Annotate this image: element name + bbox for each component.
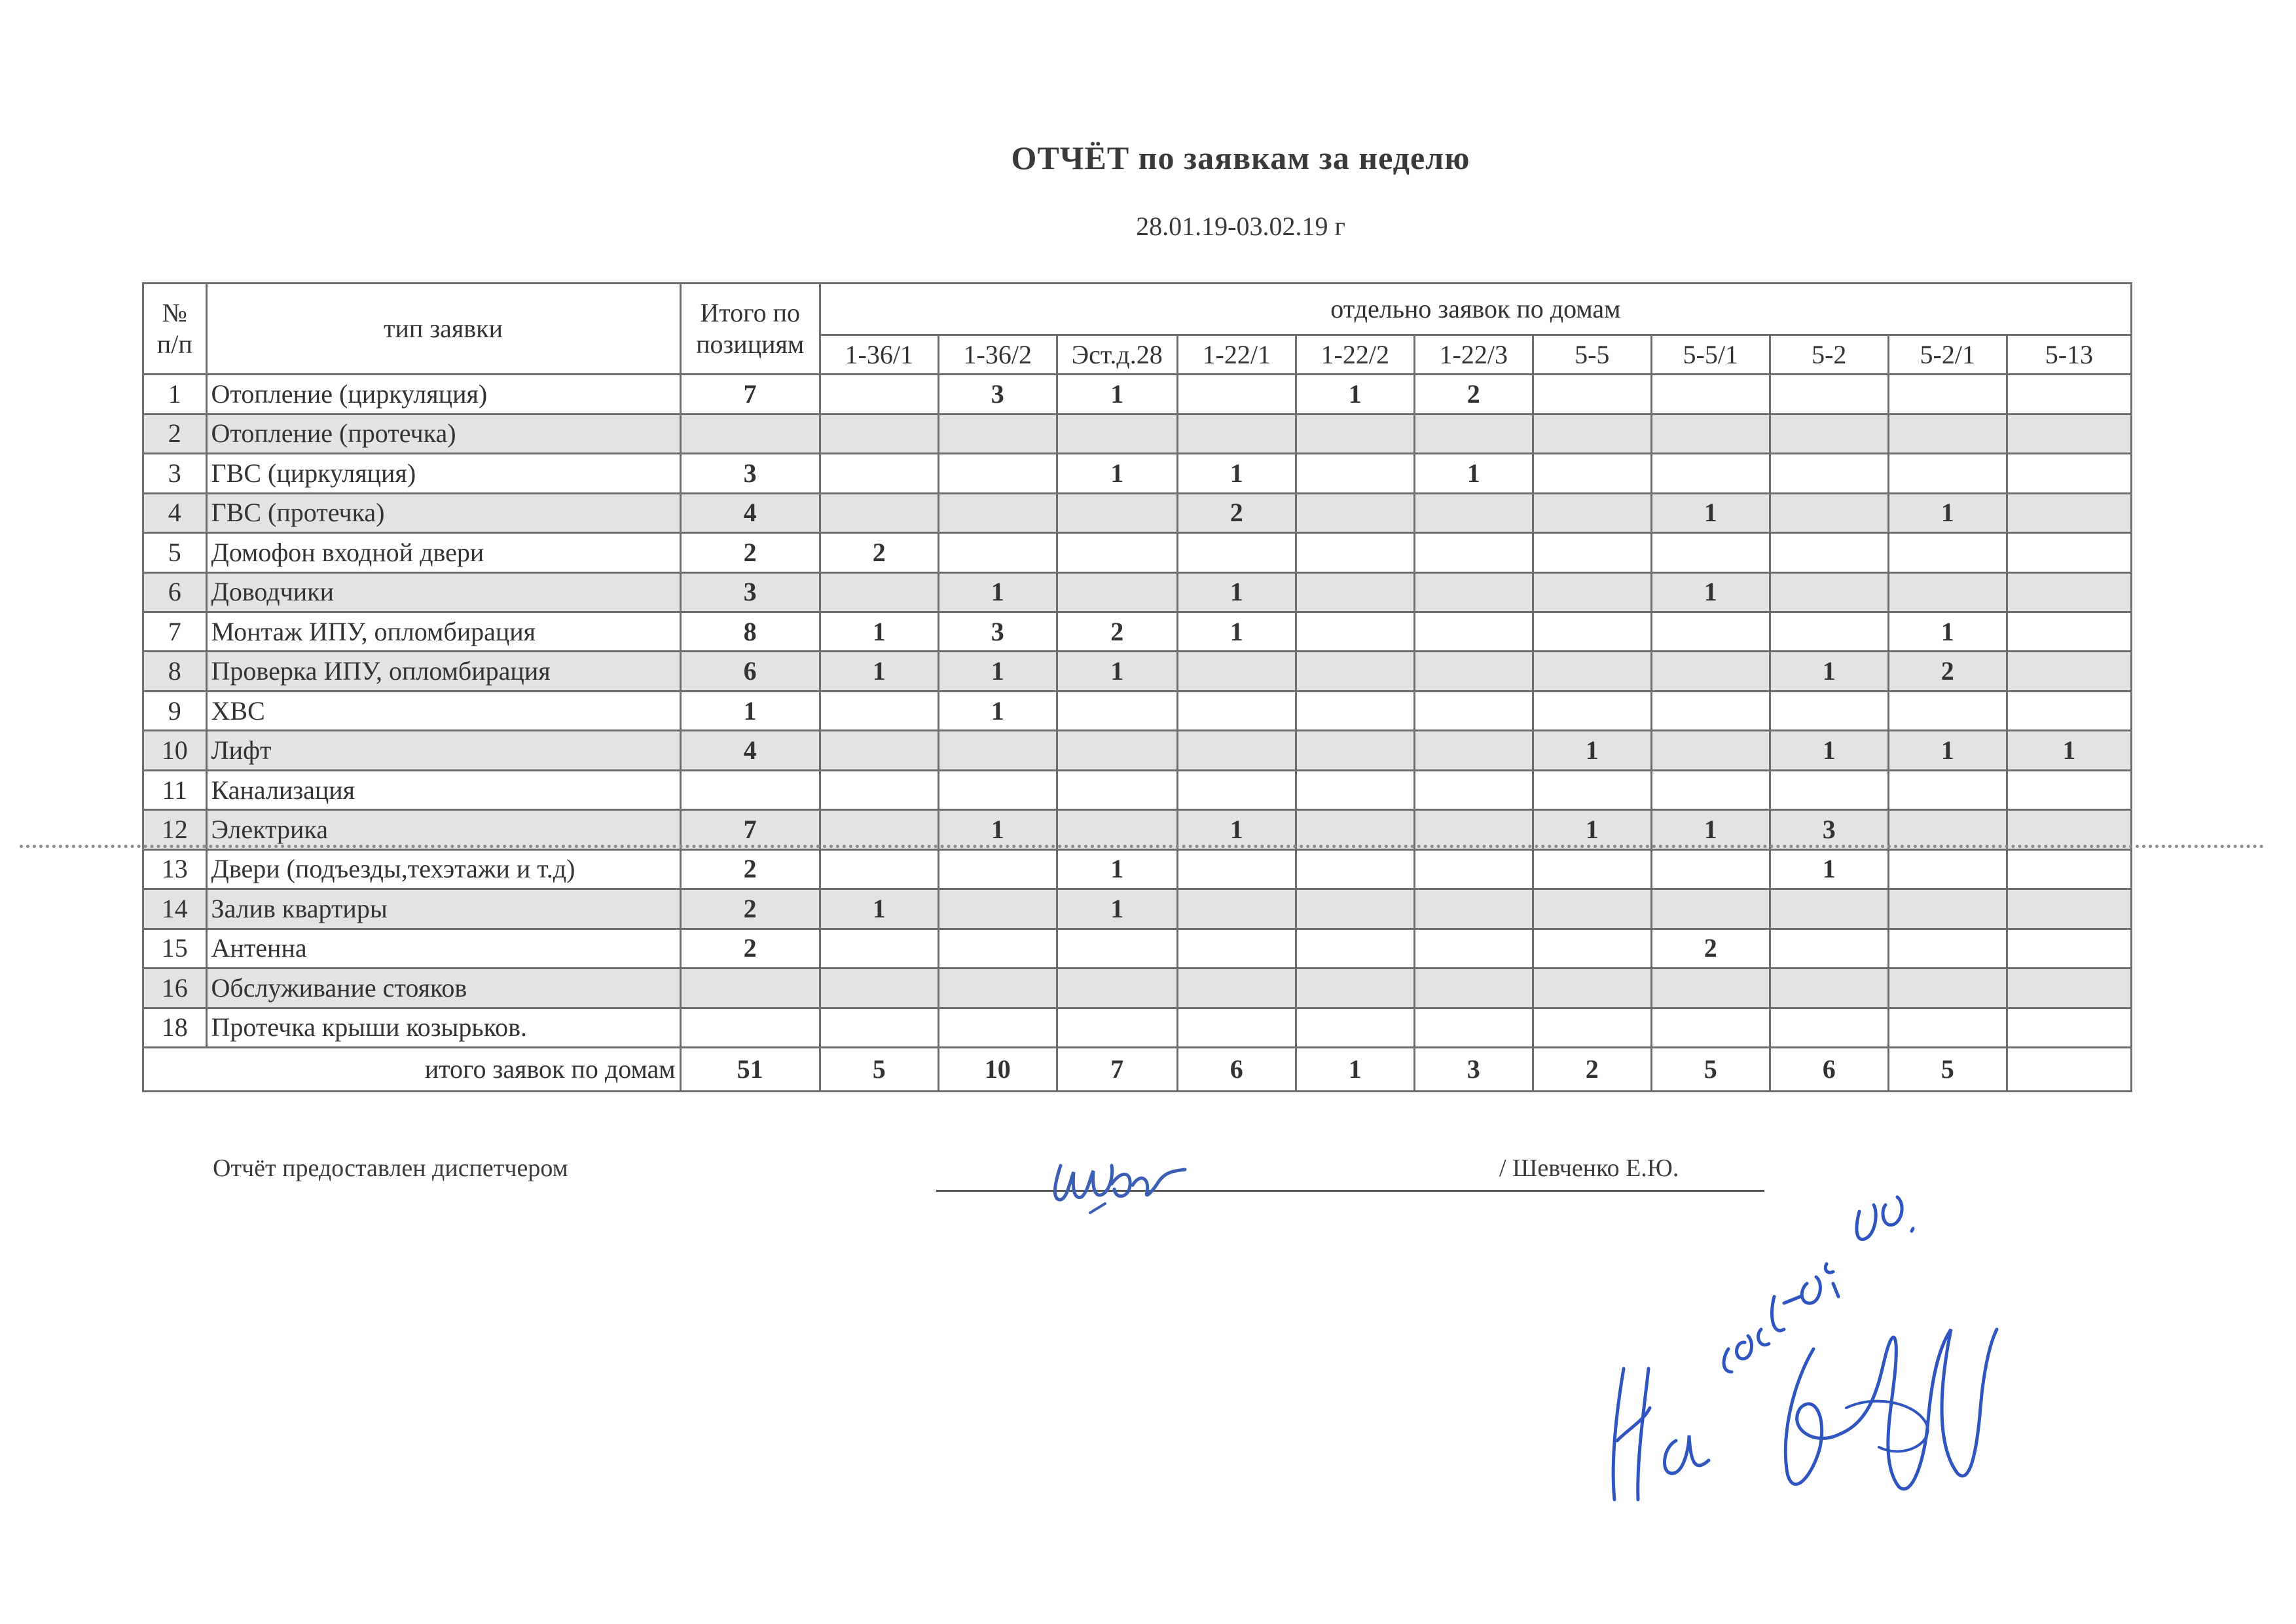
house-count-cell: 1 bbox=[1888, 612, 2007, 651]
header-num-top: № bbox=[162, 298, 187, 328]
house-count-cell bbox=[1296, 414, 1414, 453]
house-header-cell: 5-2 bbox=[1770, 335, 1888, 374]
house-count-cell: 1 bbox=[1057, 375, 1177, 414]
row-total: 7 bbox=[680, 375, 820, 414]
house-count-cell bbox=[1414, 969, 1533, 1008]
house-count-cell: 3 bbox=[1770, 810, 1888, 849]
house-count-cell bbox=[1533, 454, 1651, 493]
house-count-cell bbox=[1296, 533, 1414, 572]
request-type: Домофон входной двери bbox=[206, 533, 680, 572]
dispatcher-signature bbox=[1034, 1126, 1205, 1225]
house-count-cell bbox=[2007, 612, 2131, 651]
table-row bbox=[143, 652, 2132, 691]
row-number: 8 bbox=[143, 652, 207, 691]
house-count-cell bbox=[1533, 1008, 1651, 1047]
house-count-cell bbox=[1888, 691, 2007, 730]
house-count-cell bbox=[820, 770, 938, 809]
house-count-cell bbox=[820, 375, 938, 414]
house-count-cell bbox=[1057, 731, 1177, 770]
house-count-cell bbox=[1770, 889, 1888, 929]
house-total-cell: 10 bbox=[938, 1047, 1057, 1091]
house-count-cell: 2 bbox=[820, 533, 938, 572]
house-count-cell bbox=[1533, 691, 1651, 730]
row-number: 11 bbox=[143, 770, 207, 809]
house-count-cell bbox=[1296, 810, 1414, 849]
table-row bbox=[143, 454, 2132, 493]
row-number: 2 bbox=[143, 414, 207, 453]
house-count-cell bbox=[1770, 572, 1888, 612]
house-count-cell bbox=[1414, 849, 1533, 889]
house-count-cell: 2 bbox=[1057, 612, 1177, 651]
house-count-cell bbox=[1770, 454, 1888, 493]
house-count-cell: 1 bbox=[1057, 652, 1177, 691]
house-count-cell: 1 bbox=[820, 612, 938, 651]
house-count-cell bbox=[1177, 533, 1296, 572]
row-total: 2 bbox=[680, 889, 820, 929]
house-count-cell bbox=[1770, 1008, 1888, 1047]
request-type: ХВС bbox=[206, 691, 680, 730]
house-count-cell bbox=[938, 849, 1057, 889]
house-count-cell bbox=[1651, 969, 1770, 1008]
request-type: Отопление (циркуляция) bbox=[206, 375, 680, 414]
row-total: 2 bbox=[680, 533, 820, 572]
row-total: 4 bbox=[680, 731, 820, 770]
house-count-cell bbox=[1888, 414, 2007, 453]
house-total-cell: 6 bbox=[1770, 1047, 1888, 1091]
table-row bbox=[143, 929, 2132, 968]
request-type: Доводчики bbox=[206, 572, 680, 612]
table-row bbox=[143, 414, 2132, 453]
house-count-cell: 1 bbox=[1177, 810, 1296, 849]
house-count-cell bbox=[1770, 929, 1888, 968]
house-count-cell: 1 bbox=[1651, 572, 1770, 612]
house-count-cell bbox=[1770, 691, 1888, 730]
house-count-cell bbox=[1770, 375, 1888, 414]
house-count-cell bbox=[1651, 612, 1770, 651]
request-type: Монтаж ИПУ, опломбирация bbox=[206, 612, 680, 651]
row-total: 3 bbox=[680, 454, 820, 493]
house-header-cell: 1-36/1 bbox=[820, 335, 938, 374]
house-count-cell bbox=[1770, 533, 1888, 572]
table-row bbox=[143, 969, 2132, 1008]
house-count-cell: 1 bbox=[1651, 810, 1770, 849]
house-count-cell bbox=[1651, 770, 1770, 809]
header-total-bottom: позициям bbox=[696, 329, 805, 360]
house-count-cell bbox=[1651, 889, 1770, 929]
row-total: 3 bbox=[680, 572, 820, 612]
house-total-cell: 2 bbox=[1533, 1047, 1651, 1091]
house-count-cell: 1 bbox=[1177, 612, 1296, 651]
house-count-cell bbox=[2007, 929, 2131, 968]
house-count-cell bbox=[1057, 810, 1177, 849]
request-type: Лифт bbox=[206, 731, 680, 770]
requests-table bbox=[142, 282, 2132, 1092]
house-count-cell: 1 bbox=[1770, 652, 1888, 691]
house-total-cell: 6 bbox=[1177, 1047, 1296, 1091]
house-count-cell bbox=[1888, 572, 2007, 612]
house-count-cell bbox=[1414, 929, 1533, 968]
row-number: 16 bbox=[143, 969, 207, 1008]
header-num-bottom: п/п bbox=[156, 329, 192, 360]
house-count-cell: 1 bbox=[1177, 454, 1296, 493]
grand-total: 51 bbox=[680, 1047, 820, 1091]
row-number: 7 bbox=[143, 612, 207, 651]
house-count-cell bbox=[2007, 810, 2131, 849]
row-total: 8 bbox=[680, 612, 820, 651]
house-count-cell: 1 bbox=[1770, 849, 1888, 889]
header-num bbox=[143, 284, 207, 375]
house-count-cell bbox=[1533, 889, 1651, 929]
house-count-cell bbox=[938, 929, 1057, 968]
house-count-cell bbox=[1414, 612, 1533, 651]
header-total-top: Итого по bbox=[700, 298, 800, 328]
house-count-cell bbox=[1888, 770, 2007, 809]
house-count-cell bbox=[1533, 652, 1651, 691]
house-count-cell bbox=[820, 493, 938, 532]
house-count-cell bbox=[1296, 612, 1414, 651]
house-count-cell bbox=[820, 969, 938, 1008]
house-count-cell bbox=[1057, 1008, 1177, 1047]
house-count-cell: 2 bbox=[1177, 493, 1296, 532]
totals-row bbox=[143, 1047, 2132, 1091]
house-count-cell bbox=[1770, 612, 1888, 651]
house-count-cell bbox=[820, 810, 938, 849]
house-count-cell bbox=[2007, 414, 2131, 453]
house-count-cell bbox=[820, 1008, 938, 1047]
house-count-cell bbox=[1177, 889, 1296, 929]
house-count-cell bbox=[1533, 533, 1651, 572]
request-type: Залив квартиры bbox=[206, 889, 680, 929]
table-row bbox=[143, 493, 2132, 532]
house-count-cell bbox=[1888, 1008, 2007, 1047]
house-count-cell bbox=[1296, 969, 1414, 1008]
report-period: 28.01.19-03.02.19 г bbox=[1136, 212, 1345, 241]
row-number: 3 bbox=[143, 454, 207, 493]
house-count-cell bbox=[1296, 493, 1414, 532]
house-count-cell bbox=[1888, 849, 2007, 889]
header-houses-group: отдельно заявок по домам bbox=[820, 284, 2131, 335]
house-total-cell: 5 bbox=[1651, 1047, 1770, 1091]
house-count-cell: 1 bbox=[938, 691, 1057, 730]
house-count-cell bbox=[1651, 849, 1770, 889]
table-row bbox=[143, 889, 2132, 929]
house-count-cell: 1 bbox=[1651, 493, 1770, 532]
house-count-cell bbox=[1177, 691, 1296, 730]
house-count-cell bbox=[938, 731, 1057, 770]
house-count-cell bbox=[938, 414, 1057, 453]
house-count-cell bbox=[1651, 652, 1770, 691]
request-type: Обслуживание стояков bbox=[206, 969, 680, 1008]
house-count-cell bbox=[1888, 533, 2007, 572]
house-count-cell bbox=[1533, 770, 1651, 809]
house-count-cell bbox=[1296, 1008, 1414, 1047]
house-count-cell bbox=[1414, 652, 1533, 691]
house-count-cell bbox=[2007, 849, 2131, 889]
request-type: Антенна bbox=[206, 929, 680, 968]
house-total-cell bbox=[2007, 1047, 2131, 1091]
table-row bbox=[143, 770, 2132, 809]
house-count-cell bbox=[938, 533, 1057, 572]
house-count-cell bbox=[1414, 572, 1533, 612]
house-count-cell bbox=[1057, 770, 1177, 809]
row-number: 14 bbox=[143, 889, 207, 929]
house-count-cell bbox=[1177, 652, 1296, 691]
row-number: 5 bbox=[143, 533, 207, 572]
house-total-cell: 7 bbox=[1057, 1047, 1177, 1091]
house-count-cell bbox=[1651, 731, 1770, 770]
house-count-cell bbox=[1533, 612, 1651, 651]
house-count-cell bbox=[1888, 969, 2007, 1008]
house-count-cell bbox=[1533, 493, 1651, 532]
row-number: 15 bbox=[143, 929, 207, 968]
house-count-cell bbox=[820, 849, 938, 889]
row-number: 6 bbox=[143, 572, 207, 612]
house-count-cell bbox=[1414, 414, 1533, 453]
house-count-cell bbox=[2007, 533, 2131, 572]
house-count-cell bbox=[1057, 414, 1177, 453]
house-count-cell bbox=[1414, 493, 1533, 532]
house-count-cell bbox=[1414, 533, 1533, 572]
house-count-cell bbox=[938, 454, 1057, 493]
house-count-cell bbox=[1057, 572, 1177, 612]
house-total-cell: 3 bbox=[1414, 1047, 1533, 1091]
house-count-cell bbox=[1770, 493, 1888, 532]
house-count-cell bbox=[2007, 691, 2131, 730]
house-header-cell: 1-22/3 bbox=[1414, 335, 1533, 374]
house-count-cell bbox=[1177, 375, 1296, 414]
table-row bbox=[143, 810, 2132, 849]
house-count-cell: 1 bbox=[1770, 731, 1888, 770]
row-total bbox=[680, 414, 820, 453]
header-type: тип заявки bbox=[206, 284, 680, 375]
house-count-cell: 1 bbox=[1057, 889, 1177, 929]
house-header-cell: 1-22/2 bbox=[1296, 335, 1414, 374]
house-count-cell: 1 bbox=[2007, 731, 2131, 770]
row-number: 9 bbox=[143, 691, 207, 730]
header-total bbox=[680, 284, 820, 375]
house-count-cell bbox=[1177, 770, 1296, 809]
house-total-cell: 5 bbox=[820, 1047, 938, 1091]
house-count-cell: 1 bbox=[1296, 375, 1414, 414]
table-row bbox=[143, 533, 2132, 572]
house-count-cell bbox=[1414, 731, 1533, 770]
house-count-cell bbox=[1414, 810, 1533, 849]
row-total: 2 bbox=[680, 929, 820, 968]
house-count-cell bbox=[2007, 770, 2131, 809]
house-count-cell bbox=[1533, 572, 1651, 612]
house-count-cell: 3 bbox=[938, 612, 1057, 651]
row-total: 4 bbox=[680, 493, 820, 532]
row-total: 7 bbox=[680, 810, 820, 849]
house-count-cell bbox=[2007, 375, 2131, 414]
house-count-cell: 1 bbox=[1414, 454, 1533, 493]
house-count-cell: 1 bbox=[938, 652, 1057, 691]
house-count-cell bbox=[1888, 929, 2007, 968]
house-header-cell: 1-36/2 bbox=[938, 335, 1057, 374]
house-count-cell: 1 bbox=[1533, 731, 1651, 770]
house-count-cell bbox=[1414, 770, 1533, 809]
request-type: Электрика bbox=[206, 810, 680, 849]
house-count-cell bbox=[2007, 969, 2131, 1008]
house-count-cell bbox=[1533, 849, 1651, 889]
house-count-cell: 1 bbox=[1533, 810, 1651, 849]
house-count-cell bbox=[1533, 969, 1651, 1008]
table-row bbox=[143, 1008, 2132, 1047]
house-header-cell: 5-5/1 bbox=[1651, 335, 1770, 374]
house-count-cell: 1 bbox=[820, 889, 938, 929]
house-count-cell bbox=[1296, 572, 1414, 612]
house-count-cell: 1 bbox=[1888, 731, 2007, 770]
house-count-cell bbox=[1770, 414, 1888, 453]
row-number: 1 bbox=[143, 375, 207, 414]
table-row bbox=[143, 731, 2132, 770]
row-total bbox=[680, 770, 820, 809]
request-type: Протечка крыши козырьков. bbox=[206, 1008, 680, 1047]
house-count-cell bbox=[2007, 889, 2131, 929]
request-type: ГВС (циркуляция) bbox=[206, 454, 680, 493]
house-count-cell: 1 bbox=[1177, 572, 1296, 612]
row-total: 2 bbox=[680, 849, 820, 889]
house-count-cell bbox=[1057, 493, 1177, 532]
report-title: ОТЧЁТ по заявкам за неделю bbox=[1011, 139, 1470, 176]
house-count-cell: 1 bbox=[1888, 493, 2007, 532]
table-row bbox=[143, 375, 2132, 414]
house-count-cell bbox=[938, 889, 1057, 929]
row-number: 18 bbox=[143, 1008, 207, 1047]
house-header-cell: 5-2/1 bbox=[1888, 335, 2007, 374]
house-count-cell: 2 bbox=[1414, 375, 1533, 414]
house-count-cell bbox=[1177, 929, 1296, 968]
house-count-cell bbox=[2007, 493, 2131, 532]
house-header-cell: Эст.д.28 bbox=[1057, 335, 1177, 374]
house-count-cell bbox=[1651, 375, 1770, 414]
house-count-cell: 1 bbox=[938, 810, 1057, 849]
row-number: 13 bbox=[143, 849, 207, 889]
house-count-cell bbox=[1057, 533, 1177, 572]
house-count-cell bbox=[938, 969, 1057, 1008]
resolution-handwriting bbox=[1597, 1133, 2056, 1539]
house-count-cell bbox=[1057, 691, 1177, 730]
submitted-by-label: Отчёт предоставлен диспетчером bbox=[213, 1154, 568, 1182]
row-number: 10 bbox=[143, 731, 207, 770]
house-count-cell: 1 bbox=[938, 572, 1057, 612]
table-row bbox=[143, 691, 2132, 730]
row-total: 6 bbox=[680, 652, 820, 691]
house-count-cell bbox=[1888, 889, 2007, 929]
house-count-cell bbox=[1296, 849, 1414, 889]
house-count-cell bbox=[2007, 1008, 2131, 1047]
house-count-cell bbox=[1296, 770, 1414, 809]
house-count-cell bbox=[2007, 572, 2131, 612]
house-count-cell bbox=[1888, 375, 2007, 414]
row-total bbox=[680, 1008, 820, 1047]
house-count-cell: 2 bbox=[1888, 652, 2007, 691]
row-number: 4 bbox=[143, 493, 207, 532]
house-count-cell bbox=[1177, 731, 1296, 770]
house-count-cell bbox=[1888, 454, 2007, 493]
house-count-cell bbox=[1296, 731, 1414, 770]
house-count-cell: 1 bbox=[820, 652, 938, 691]
house-count-cell bbox=[1296, 691, 1414, 730]
house-count-cell bbox=[820, 454, 938, 493]
house-count-cell bbox=[1296, 889, 1414, 929]
house-count-cell bbox=[1533, 929, 1651, 968]
house-count-cell bbox=[1177, 849, 1296, 889]
request-type: Проверка ИПУ, опломбирация bbox=[206, 652, 680, 691]
house-count-cell bbox=[1177, 414, 1296, 453]
house-count-cell bbox=[1296, 454, 1414, 493]
house-count-cell: 2 bbox=[1651, 929, 1770, 968]
house-header-cell: 5-5 bbox=[1533, 335, 1651, 374]
table-row bbox=[143, 849, 2132, 889]
scan-fold-line bbox=[20, 845, 2265, 848]
house-count-cell bbox=[1651, 533, 1770, 572]
house-count-cell bbox=[1177, 1008, 1296, 1047]
house-count-cell bbox=[1770, 770, 1888, 809]
house-count-cell bbox=[2007, 454, 2131, 493]
house-count-cell bbox=[1296, 652, 1414, 691]
house-count-cell bbox=[820, 929, 938, 968]
house-count-cell: 1 bbox=[1057, 849, 1177, 889]
house-total-cell: 5 bbox=[1888, 1047, 2007, 1091]
house-header-cell: 1-22/1 bbox=[1177, 335, 1296, 374]
totals-label: итого заявок по домам bbox=[143, 1047, 681, 1091]
house-count-cell bbox=[820, 572, 938, 612]
house-count-cell bbox=[938, 1008, 1057, 1047]
dispatcher-name: / Шевченко Е.Ю. bbox=[1499, 1154, 1679, 1182]
house-count-cell bbox=[1651, 454, 1770, 493]
house-count-cell bbox=[1057, 969, 1177, 1008]
house-count-cell bbox=[938, 770, 1057, 809]
house-count-cell bbox=[1533, 375, 1651, 414]
table-row bbox=[143, 572, 2132, 612]
house-count-cell bbox=[1296, 929, 1414, 968]
house-count-cell bbox=[1414, 889, 1533, 929]
row-total bbox=[680, 969, 820, 1008]
house-count-cell bbox=[820, 691, 938, 730]
row-total: 1 bbox=[680, 691, 820, 730]
house-count-cell bbox=[1651, 1008, 1770, 1047]
house-count-cell bbox=[1057, 929, 1177, 968]
request-type: Канализация bbox=[206, 770, 680, 809]
house-count-cell bbox=[1651, 691, 1770, 730]
house-count-cell bbox=[820, 731, 938, 770]
house-count-cell: 1 bbox=[1057, 454, 1177, 493]
request-type: Отопление (протечка) bbox=[206, 414, 680, 453]
row-number: 12 bbox=[143, 810, 207, 849]
house-count-cell bbox=[1414, 691, 1533, 730]
house-count-cell bbox=[1533, 414, 1651, 453]
house-count-cell bbox=[820, 414, 938, 453]
house-count-cell: 3 bbox=[938, 375, 1057, 414]
house-count-cell bbox=[938, 493, 1057, 532]
house-total-cell: 1 bbox=[1296, 1047, 1414, 1091]
table-row bbox=[143, 612, 2132, 651]
house-count-cell bbox=[1414, 1008, 1533, 1047]
request-type: ГВС (протечка) bbox=[206, 493, 680, 532]
house-count-cell bbox=[1177, 969, 1296, 1008]
house-count-cell bbox=[1651, 414, 1770, 453]
house-count-cell bbox=[1888, 810, 2007, 849]
house-count-cell bbox=[2007, 652, 2131, 691]
house-count-cell bbox=[1770, 969, 1888, 1008]
house-header-cell: 5-13 bbox=[2007, 335, 2131, 374]
request-type: Двери (подъезды,техэтажи и т.д) bbox=[206, 849, 680, 889]
